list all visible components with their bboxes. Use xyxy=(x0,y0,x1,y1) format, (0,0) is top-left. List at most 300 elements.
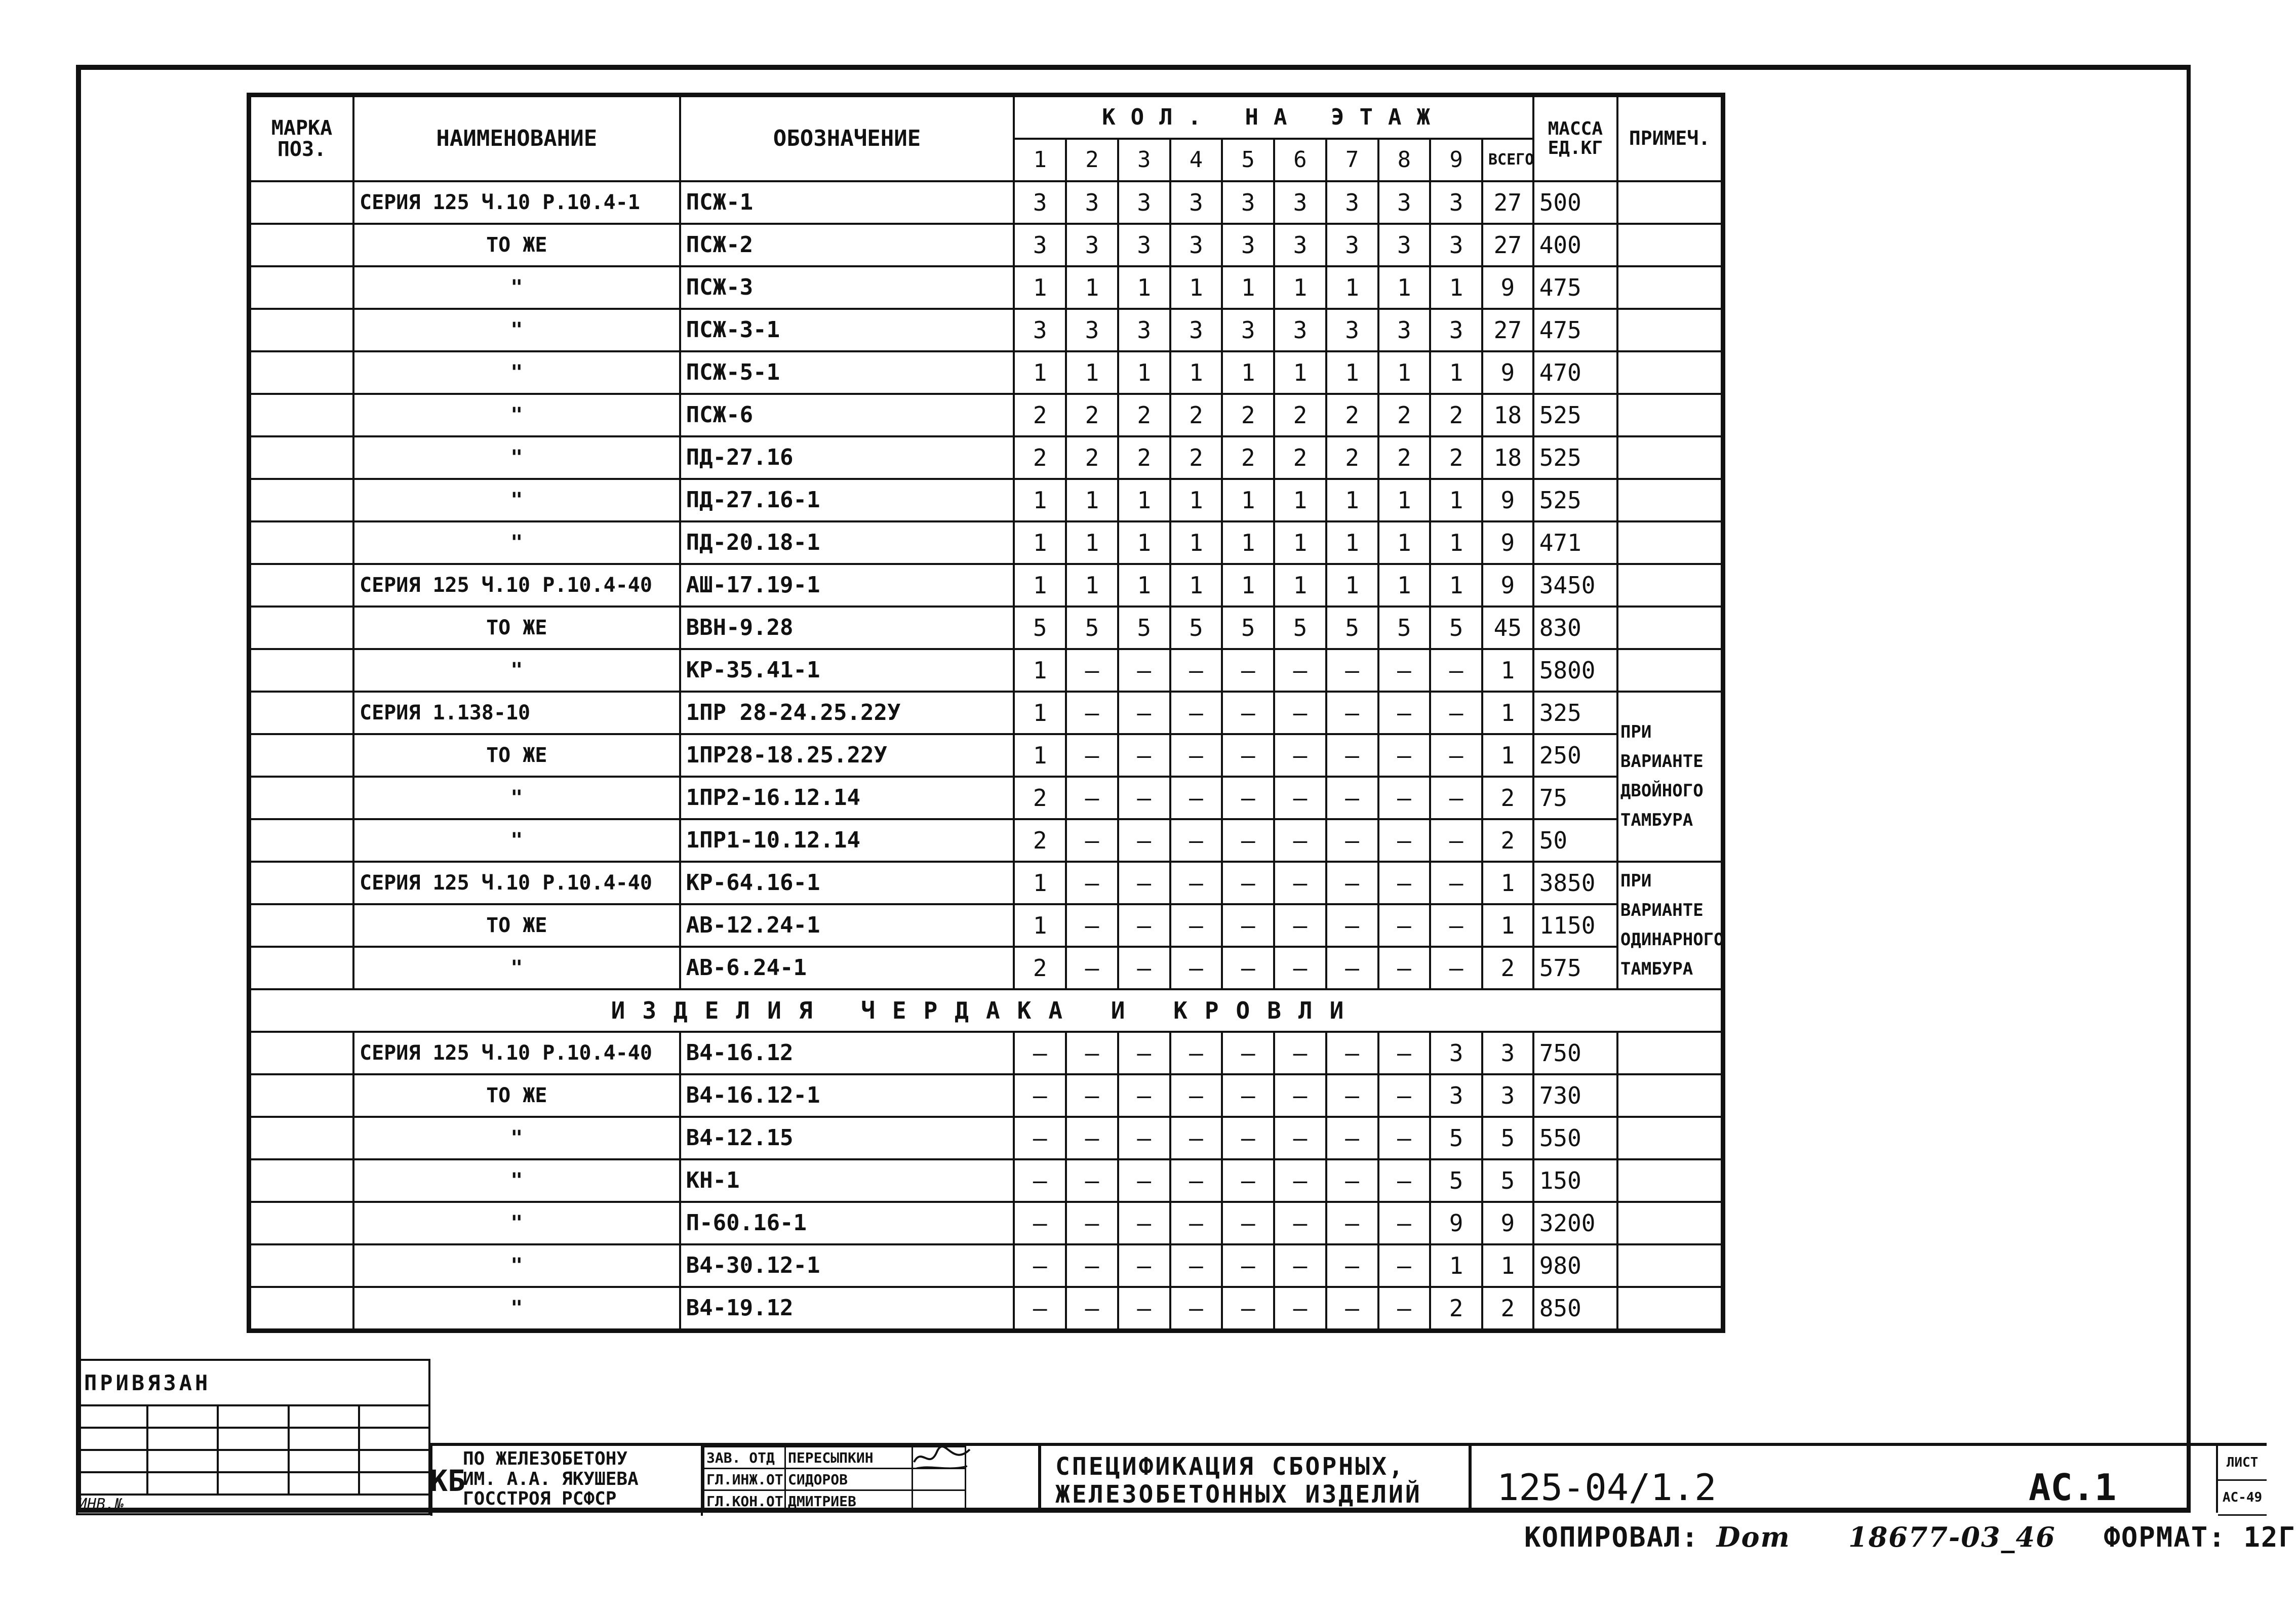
quantity-cell: 2 xyxy=(1326,394,1378,436)
mark-cell xyxy=(249,734,353,777)
mass-cell: 3450 xyxy=(1533,564,1617,607)
quantity-cell: 1 xyxy=(1118,479,1170,521)
total-cell: 2 xyxy=(1482,947,1533,989)
mass-cell: 3850 xyxy=(1533,862,1617,904)
quantity-cell: 1 xyxy=(1326,266,1378,309)
quantity-cell: — xyxy=(1274,734,1326,777)
name-cell: " xyxy=(353,819,680,862)
note-cell xyxy=(1617,351,1723,394)
quantity-cell: 3 xyxy=(1118,181,1170,224)
quantity-cell: 5 xyxy=(1326,607,1378,649)
header-floor: 5 xyxy=(1222,139,1274,181)
designation-cell: АВ-12.24-1 xyxy=(680,904,1014,947)
mass-cell: 500 xyxy=(1533,181,1617,224)
quantity-cell: 5 xyxy=(1430,607,1482,649)
quantity-cell: — xyxy=(1222,1202,1274,1244)
quantity-cell: — xyxy=(1118,692,1170,734)
quantity-cell: — xyxy=(1014,1074,1066,1117)
quantity-cell: — xyxy=(1170,777,1222,819)
header-mark: МАРКА ПОЗ. xyxy=(249,95,353,182)
quantity-cell: — xyxy=(1378,819,1431,862)
quantity-cell: 1 xyxy=(1222,479,1274,521)
mass-cell: 50 xyxy=(1533,819,1617,862)
designation-cell: В4-16.12 xyxy=(680,1032,1014,1074)
quantity-cell: — xyxy=(1066,734,1118,777)
mass-cell: 750 xyxy=(1533,1032,1617,1074)
name-cell: " xyxy=(353,1244,680,1287)
quantity-cell: — xyxy=(1378,862,1431,904)
name-cell: " xyxy=(353,777,680,819)
mark-cell xyxy=(249,521,353,564)
total-cell: 27 xyxy=(1482,309,1533,351)
quantity-cell: — xyxy=(1326,819,1378,862)
total-cell: 5 xyxy=(1482,1159,1533,1202)
quantity-cell: 3 xyxy=(1170,309,1222,351)
mark-cell xyxy=(249,394,353,436)
note-cell xyxy=(1617,436,1723,479)
copy-footer xyxy=(1524,1521,2296,1553)
total-cell: 2 xyxy=(1482,1287,1533,1331)
designation-cell: ПСЖ-3 xyxy=(680,266,1014,309)
quantity-cell: 1 xyxy=(1222,266,1274,309)
quantity-cell: — xyxy=(1014,1244,1066,1287)
quantity-cell: — xyxy=(1326,1117,1378,1159)
designation-cell: ПД-27.16 xyxy=(680,436,1014,479)
name-cell: СЕРИЯ 125 Ч.10 Р.10.4-40 xyxy=(353,1032,680,1074)
table-row xyxy=(249,692,1723,734)
quantity-cell: 3 xyxy=(1430,309,1482,351)
total-cell: 27 xyxy=(1482,181,1533,224)
quantity-cell: 1 xyxy=(1118,266,1170,309)
quantity-cell: — xyxy=(1118,734,1170,777)
quantity-cell: 2 xyxy=(1014,394,1066,436)
format-value: 12Г xyxy=(2243,1521,2296,1553)
quantity-cell: — xyxy=(1118,947,1170,989)
quantity-cell: 5 xyxy=(1430,1159,1482,1202)
quantity-cell: — xyxy=(1378,734,1431,777)
quantity-cell: — xyxy=(1170,649,1222,692)
quantity-cell: — xyxy=(1378,1032,1431,1074)
quantity-cell: 2 xyxy=(1274,394,1326,436)
quantity-cell: — xyxy=(1326,862,1378,904)
designation-cell: ПСЖ-6 xyxy=(680,394,1014,436)
quantity-cell: — xyxy=(1170,1117,1222,1159)
mark-cell xyxy=(249,947,353,989)
quantity-cell: — xyxy=(1222,777,1274,819)
quantity-cell: — xyxy=(1066,947,1118,989)
quantity-cell: — xyxy=(1118,649,1170,692)
quantity-cell: 2 xyxy=(1430,1287,1482,1331)
designation-cell: ПД-27.16-1 xyxy=(680,479,1014,521)
quantity-cell: 3 xyxy=(1274,309,1326,351)
quantity-cell: — xyxy=(1066,1202,1118,1244)
quantity-cell: 3 xyxy=(1274,181,1326,224)
quantity-cell: 1 xyxy=(1274,479,1326,521)
quantity-cell: — xyxy=(1014,1159,1066,1202)
quantity-cell: — xyxy=(1378,777,1431,819)
org-kb-label: КБ xyxy=(430,1464,465,1498)
quantity-cell: 2 xyxy=(1378,394,1431,436)
designation-cell: КН-1 xyxy=(680,1159,1014,1202)
quantity-cell: 3 xyxy=(1326,181,1378,224)
header-floor: 2 xyxy=(1066,139,1118,181)
mark-cell xyxy=(249,436,353,479)
quantity-cell: — xyxy=(1066,904,1118,947)
quantity-cell: 1 xyxy=(1274,266,1326,309)
quantity-cell: — xyxy=(1066,1159,1118,1202)
quantity-cell: — xyxy=(1274,1159,1326,1202)
quantity-cell: — xyxy=(1378,904,1431,947)
table-row xyxy=(249,266,1723,309)
note-cell xyxy=(1617,649,1723,692)
quantity-cell: 2 xyxy=(1014,819,1066,862)
quantity-cell: — xyxy=(1326,777,1378,819)
quantity-cell: 5 xyxy=(1118,607,1170,649)
total-cell: 1 xyxy=(1482,649,1533,692)
quantity-cell: 2 xyxy=(1118,436,1170,479)
name-cell: " xyxy=(353,309,680,351)
quantity-cell: — xyxy=(1430,947,1482,989)
quantity-cell: — xyxy=(1222,649,1274,692)
quantity-cell: — xyxy=(1378,649,1431,692)
quantity-cell: 1 xyxy=(1066,351,1118,394)
quantity-cell: 1 xyxy=(1274,521,1326,564)
mark-cell xyxy=(249,692,353,734)
quantity-cell: — xyxy=(1222,1244,1274,1287)
quantity-cell: 3 xyxy=(1326,224,1378,266)
header-row-1 xyxy=(249,95,1723,139)
org-line: ПО ЖЕЛЕЗОБЕТОНУ xyxy=(463,1448,628,1469)
mass-cell: 475 xyxy=(1533,266,1617,309)
specification-table xyxy=(247,93,1725,1333)
name-cell: СЕРИЯ 125 Ч.10 Р.10.4-40 xyxy=(353,564,680,607)
copied-by: Dom xyxy=(1716,1521,1791,1553)
quantity-cell: — xyxy=(1118,1159,1170,1202)
quantity-cell: — xyxy=(1118,1117,1170,1159)
quantity-cell: — xyxy=(1118,819,1170,862)
note-cell xyxy=(1617,181,1723,224)
quantity-cell: 1 xyxy=(1378,266,1431,309)
section-title: ИЗДЕЛИЯ ЧЕРДАКА И КРОВЛИ xyxy=(249,989,1723,1032)
quantity-cell: — xyxy=(1274,819,1326,862)
designation-cell: ПСЖ-5-1 xyxy=(680,351,1014,394)
note-cell xyxy=(1617,521,1723,564)
mass-cell: 325 xyxy=(1533,692,1617,734)
quantity-cell: — xyxy=(1430,692,1482,734)
quantity-cell: 1 xyxy=(1170,521,1222,564)
mark-cell xyxy=(249,479,353,521)
quantity-cell: 2 xyxy=(1430,394,1482,436)
designation-cell: 1ПР 28-24.25.22У xyxy=(680,692,1014,734)
name-cell: " xyxy=(353,266,680,309)
quantity-cell: — xyxy=(1274,1117,1326,1159)
table-row xyxy=(249,351,1723,394)
mass-cell: 525 xyxy=(1533,394,1617,436)
document-code-block xyxy=(1469,1443,2216,1513)
sheet-designation: АС.1 xyxy=(2029,1466,2117,1509)
quantity-cell: — xyxy=(1066,1032,1118,1074)
quantity-cell: 1 xyxy=(1430,1244,1482,1287)
total-cell: 9 xyxy=(1482,1202,1533,1244)
quantity-cell: — xyxy=(1118,1287,1170,1331)
mass-cell: 470 xyxy=(1533,351,1617,394)
table-row xyxy=(249,479,1723,521)
note-cell xyxy=(1617,1202,1723,1244)
quantity-cell: — xyxy=(1170,1202,1222,1244)
quantity-cell: 3 xyxy=(1222,224,1274,266)
quantity-cell: — xyxy=(1274,1202,1326,1244)
quantity-cell: 3 xyxy=(1118,224,1170,266)
quantity-cell: — xyxy=(1222,734,1274,777)
role: ЗАВ. ОТД xyxy=(704,1447,785,1469)
quantity-cell: 2 xyxy=(1066,394,1118,436)
quantity-cell: — xyxy=(1066,1074,1118,1117)
table-row xyxy=(249,564,1723,607)
quantity-cell: — xyxy=(1378,692,1431,734)
designation-cell: 1ПР2-16.12.14 xyxy=(680,777,1014,819)
quantity-cell: 2 xyxy=(1014,947,1066,989)
quantity-cell: 2 xyxy=(1066,436,1118,479)
order-number: 18677-03_46 xyxy=(1848,1521,2056,1553)
quantity-cell: — xyxy=(1274,862,1326,904)
mass-cell: 75 xyxy=(1533,777,1617,819)
note-cell xyxy=(1617,1117,1723,1159)
quantity-cell: — xyxy=(1014,1202,1066,1244)
total-cell: 9 xyxy=(1482,564,1533,607)
table-row xyxy=(249,1159,1723,1202)
quantity-cell: — xyxy=(1378,947,1431,989)
total-cell: 9 xyxy=(1482,521,1533,564)
quantity-cell: 3 xyxy=(1326,309,1378,351)
mark-cell xyxy=(249,1074,353,1117)
total-cell: 3 xyxy=(1482,1074,1533,1117)
quantity-cell: — xyxy=(1274,1032,1326,1074)
table-row xyxy=(249,1117,1723,1159)
quantity-cell: 3 xyxy=(1014,309,1066,351)
person: ДМИТРИЕВ xyxy=(785,1490,913,1512)
quantity-cell: 2 xyxy=(1378,436,1431,479)
quantity-cell: 1 xyxy=(1066,521,1118,564)
designation-cell: ПД-20.18-1 xyxy=(680,521,1014,564)
quantity-cell: — xyxy=(1066,777,1118,819)
name-cell: " xyxy=(353,351,680,394)
quantity-cell: 1 xyxy=(1222,564,1274,607)
name-cell: " xyxy=(353,479,680,521)
quantity-cell: 3 xyxy=(1378,309,1431,351)
table-row xyxy=(249,1074,1723,1117)
quantity-cell: — xyxy=(1118,904,1170,947)
quantity-cell: — xyxy=(1378,1074,1431,1117)
quantity-cell: 1 xyxy=(1170,351,1222,394)
quantity-cell: — xyxy=(1066,692,1118,734)
quantity-cell: — xyxy=(1118,1074,1170,1117)
quantity-cell: 2 xyxy=(1014,436,1066,479)
quantity-cell: — xyxy=(1326,947,1378,989)
quantity-cell: — xyxy=(1378,1117,1431,1159)
quantity-cell: 1 xyxy=(1014,266,1066,309)
designation-cell: ПСЖ-1 xyxy=(680,181,1014,224)
note-cell xyxy=(1617,1244,1723,1287)
mass-cell: 400 xyxy=(1533,224,1617,266)
total-cell: 1 xyxy=(1482,1244,1533,1287)
inventory-number-label: ИНВ.№ xyxy=(77,1495,429,1514)
quantity-cell: — xyxy=(1170,862,1222,904)
quantity-cell: — xyxy=(1274,692,1326,734)
mark-cell xyxy=(249,1287,353,1331)
table-row xyxy=(249,649,1723,692)
designation-cell: ВВН-9.28 xyxy=(680,607,1014,649)
quantity-cell: 1 xyxy=(1170,266,1222,309)
quantity-cell: 3 xyxy=(1170,181,1222,224)
name-cell: СЕРИЯ 1.138-10 xyxy=(353,692,680,734)
designation-cell: П-60.16-1 xyxy=(680,1202,1014,1244)
quantity-cell: — xyxy=(1430,862,1482,904)
quantity-cell: 3 xyxy=(1274,224,1326,266)
quantity-cell: — xyxy=(1118,1202,1170,1244)
quantity-cell: — xyxy=(1222,1117,1274,1159)
org-line: ИМ. А.А. ЯКУШЕВА xyxy=(463,1468,639,1489)
quantity-cell: — xyxy=(1378,1159,1431,1202)
quantity-cell: 1 xyxy=(1014,351,1066,394)
total-cell: 2 xyxy=(1482,777,1533,819)
mark-cell xyxy=(249,351,353,394)
quantity-cell: 2 xyxy=(1170,394,1222,436)
quantity-cell: — xyxy=(1066,649,1118,692)
table-row xyxy=(249,819,1723,862)
total-cell: 3 xyxy=(1482,1032,1533,1074)
quantity-cell: 1 xyxy=(1326,479,1378,521)
quantity-cell: 5 xyxy=(1430,1117,1482,1159)
designation-cell: АШ-17.19-1 xyxy=(680,564,1014,607)
quantity-cell: — xyxy=(1170,734,1222,777)
quantity-cell: — xyxy=(1274,777,1326,819)
quantity-cell: — xyxy=(1118,1244,1170,1287)
mass-cell: 1150 xyxy=(1533,904,1617,947)
quantity-cell: — xyxy=(1170,819,1222,862)
designation-cell: В4-30.12-1 xyxy=(680,1244,1014,1287)
quantity-cell: 1 xyxy=(1014,734,1066,777)
mass-cell: 250 xyxy=(1533,734,1617,777)
total-cell: 27 xyxy=(1482,224,1533,266)
quantity-cell: 1 xyxy=(1274,351,1326,394)
quantity-cell: 1 xyxy=(1118,351,1170,394)
total-cell: 1 xyxy=(1482,862,1533,904)
designation-cell: ПСЖ-3-1 xyxy=(680,309,1014,351)
quantity-cell: 1 xyxy=(1378,521,1431,564)
mass-cell: 575 xyxy=(1533,947,1617,989)
quantity-cell: 5 xyxy=(1222,607,1274,649)
total-cell: 18 xyxy=(1482,436,1533,479)
person: ПЕРЕСЫПКИН xyxy=(785,1447,913,1469)
quantity-cell: — xyxy=(1222,1159,1274,1202)
quantity-cell: 1 xyxy=(1066,564,1118,607)
title-block xyxy=(76,1359,2263,1513)
quantity-cell: 2 xyxy=(1014,777,1066,819)
name-cell: ТО ЖЕ xyxy=(353,224,680,266)
designation-cell: КР-35.41-1 xyxy=(680,649,1014,692)
mark-cell xyxy=(249,819,353,862)
quantity-cell: 1 xyxy=(1430,351,1482,394)
signature-mark xyxy=(912,1442,972,1472)
quantity-cell: 3 xyxy=(1014,181,1066,224)
sheet-code: АС-49 xyxy=(2218,1481,2267,1516)
mark-cell xyxy=(249,777,353,819)
table-row xyxy=(249,947,1723,989)
designation-cell: В4-12.15 xyxy=(680,1117,1014,1159)
quantity-cell: 2 xyxy=(1326,436,1378,479)
total-cell: 9 xyxy=(1482,351,1533,394)
note-single-vestibule: ПРИ ВАРИАНТЕ ОДИНАРНОГО ТАМБУРА xyxy=(1617,862,1723,989)
note-cell xyxy=(1617,564,1723,607)
quantity-cell: — xyxy=(1170,1032,1222,1074)
quantity-cell: 1 xyxy=(1326,564,1378,607)
section-row xyxy=(249,989,1723,1032)
quantity-cell: 3 xyxy=(1014,224,1066,266)
quantity-cell: 1 xyxy=(1014,692,1066,734)
name-cell: " xyxy=(353,947,680,989)
quantity-cell: — xyxy=(1222,1074,1274,1117)
name-cell: ТО ЖЕ xyxy=(353,904,680,947)
total-cell: 18 xyxy=(1482,394,1533,436)
quantity-cell: — xyxy=(1014,1117,1066,1159)
mark-cell xyxy=(249,1202,353,1244)
name-cell: СЕРИЯ 125 Ч.10 Р.10.4-40 xyxy=(353,862,680,904)
quantity-cell: 3 xyxy=(1170,224,1222,266)
mark-cell xyxy=(249,1159,353,1202)
name-cell: " xyxy=(353,1159,680,1202)
quantity-cell: — xyxy=(1274,1287,1326,1331)
quantity-cell: — xyxy=(1222,904,1274,947)
mark-cell xyxy=(249,862,353,904)
name-cell: " xyxy=(353,436,680,479)
quantity-cell: — xyxy=(1066,1117,1118,1159)
quantity-cell: — xyxy=(1118,1032,1170,1074)
table-row xyxy=(249,309,1723,351)
table-row xyxy=(249,862,1723,904)
name-cell: " xyxy=(353,1287,680,1331)
quantity-cell: 9 xyxy=(1430,1202,1482,1244)
quantity-cell: 2 xyxy=(1274,436,1326,479)
header-mass: МАССА ЕД.КГ xyxy=(1533,95,1617,182)
quantity-cell: 3 xyxy=(1430,224,1482,266)
table-row xyxy=(249,1202,1723,1244)
quantity-cell: — xyxy=(1326,649,1378,692)
quantity-cell: — xyxy=(1326,1202,1378,1244)
header-per-floor: КОЛ. НА ЭТАЖ xyxy=(1014,95,1533,139)
quantity-cell: — xyxy=(1170,1244,1222,1287)
quantity-cell: 2 xyxy=(1170,436,1222,479)
note-cell xyxy=(1617,224,1723,266)
quantity-cell: 1 xyxy=(1378,564,1431,607)
quantity-cell: 1 xyxy=(1222,351,1274,394)
quantity-cell: 3 xyxy=(1066,309,1118,351)
mass-cell: 525 xyxy=(1533,479,1617,521)
quantity-cell: 5 xyxy=(1274,607,1326,649)
quantity-cell: — xyxy=(1274,649,1326,692)
mark-cell xyxy=(249,224,353,266)
quantity-cell: — xyxy=(1222,819,1274,862)
table-row xyxy=(249,181,1723,224)
quantity-cell: 1 xyxy=(1430,521,1482,564)
mark-cell xyxy=(249,904,353,947)
quantity-cell: 1 xyxy=(1378,351,1431,394)
quantity-cell: — xyxy=(1378,1287,1431,1331)
mass-cell: 525 xyxy=(1533,436,1617,479)
table-row xyxy=(249,904,1723,947)
mark-cell xyxy=(249,309,353,351)
name-cell: " xyxy=(353,649,680,692)
total-cell: 45 xyxy=(1482,607,1533,649)
